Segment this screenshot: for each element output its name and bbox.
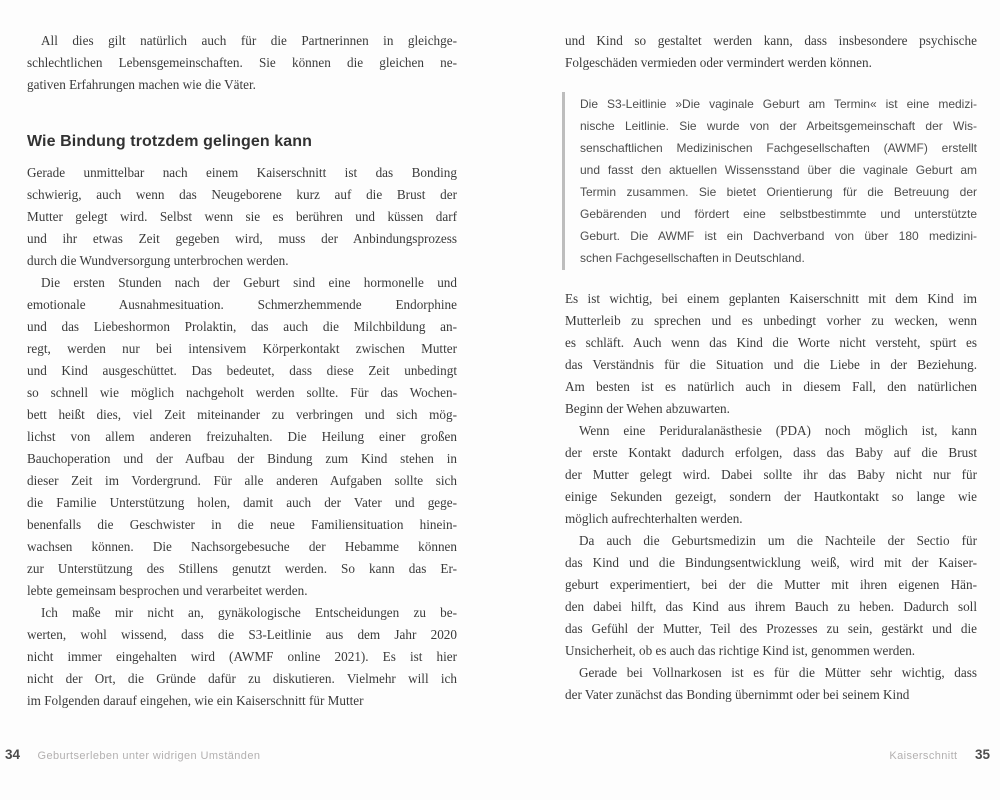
paragraph xyxy=(27,602,457,712)
text-line: Bauchoperation und der Aufbau der Bindung zum Kind stehen in xyxy=(27,451,457,466)
text-line: dieser Zeit im Vordergrund. Für alle anderen Aufgaben sollte sich xyxy=(27,473,457,488)
text-line: schen Fachgesellschaften in Deutschland. xyxy=(580,251,805,265)
text-line: Die S3-Leitlinie »Die vaginale Geburt am Termin« ist eine medizi- xyxy=(580,97,977,111)
page-number-right: 35 xyxy=(974,747,990,762)
text-line: Es ist wichtig, bei einem geplanten Kaiserschnitt mit dem Kind im xyxy=(565,291,977,306)
text-line: Gerade unmittelbar nach einem Kaiserschnitt ist das Bonding xyxy=(27,165,457,180)
paragraph xyxy=(565,420,977,530)
text-line: der Mutter gelegt wird. Dabei sollte ihr das Baby nicht nur für xyxy=(565,467,977,482)
paragraph xyxy=(27,30,457,96)
paragraph xyxy=(27,272,457,602)
text-line: der erste Kontakt dadurch erfolgen, dass das Baby auf die Brust xyxy=(565,445,977,460)
text-line: Termin zusammen. Sie bietet Orientierung für die Betreuung der xyxy=(580,185,977,199)
page-right xyxy=(565,0,977,706)
text-line: Folgeschäden vermieden oder vermindert werden können. xyxy=(565,55,872,70)
text-line: All dies gilt natürlich auch für die Partnerinnen in gleichge- xyxy=(41,33,457,48)
text-line: Gerade bei Vollnarkosen ist es für die Mütter sehr wichtig, dass xyxy=(579,665,977,680)
text-line: das Kind und die Bindungsentwicklung weiß, wird mit der Kaiser- xyxy=(565,555,977,570)
text-line: geburt experimentiert, bei der die Mutter mit ihren eigenen Hän- xyxy=(565,577,977,592)
text-line: so schnell wie möglich nachgeholt werden sollte. Für das Wochen- xyxy=(27,385,457,400)
text-line: Mutterleib zu sprechen und es unbedingt vorher zu wecken, wenn xyxy=(565,313,977,328)
text-line: Die ersten Stunden nach der Geburt sind eine hormonelle und xyxy=(41,275,457,290)
text-line: und das Liebeshormon Prolaktin, das auch die Milchbildung an- xyxy=(27,319,457,334)
text-line: und ihr etwas Zeit gegeben wird, muss der Anbindungsprozess xyxy=(27,231,457,246)
guideline-infobox xyxy=(562,92,977,270)
page-left xyxy=(27,0,457,712)
page-number-left: 34 xyxy=(5,747,21,762)
text-line: schwierig, auch wenn das Neugeborene kurz auf die Brust der xyxy=(27,187,457,202)
text-line: werten, wohl wissend, dass die S3-Leitlinie aus dem Jahr 2020 xyxy=(27,627,457,642)
text-line: lichst von allem anderen freizuhalten. Die Heilung einer großen xyxy=(27,429,457,444)
text-line: Gebärenden und fördert eine selbstbestimmte und unterstützte xyxy=(580,207,977,221)
text-line: das Gefühl der Mutter, Teil des Prozesses zu sein, gestärkt und die xyxy=(565,621,977,636)
text-line: es schläft. Auch wenn das Kind die Worte nicht versteht, spürt es xyxy=(565,335,977,350)
text-line: die Familie Unterstützung holen, damit auch der Vater und gege- xyxy=(27,495,457,510)
footer-right xyxy=(889,746,990,764)
paragraph xyxy=(565,662,977,706)
text-line: nische Leitlinie. Sie wurde von der Arbeitsgemeinschaft der Wis- xyxy=(580,119,977,133)
text-line: gativen Erfahrungen machen wie die Väter. xyxy=(27,77,256,92)
text-line: und Kind ausgeschüttet. Das bedeutet, dass diese Zeit unbedingt xyxy=(27,363,457,378)
text-line: Unsicherheit, ob es auch das richtige Kind ist, genommen werden. xyxy=(565,643,916,658)
paragraph xyxy=(565,530,977,662)
text-line: nicht der Ort, die Gründe dafür zu diskutieren. Vielmehr will ich xyxy=(27,671,457,686)
text-line: im Folgenden darauf eingehen, wie ein Kaiserschnitt für Mutter xyxy=(27,693,364,708)
text-line: Beginn der Wehen abzuwarten. xyxy=(565,401,730,416)
text-line: senschaftlichen Medizinischen Fachgesellschaften (AWMF) erstellt xyxy=(580,141,977,155)
text-line: emotionale Ausnahmesituation. Schmerzhemmende Endorphine xyxy=(27,297,457,312)
text-line: bett heißt dies, viel Zeit miteinander zu verbringen und sich mög- xyxy=(27,407,457,422)
text-line: lebte gemeinsam besprochen und verarbeitet werden. xyxy=(27,583,308,598)
footer-left xyxy=(5,746,260,764)
text-line: und fasst den aktuellen Wissensstand über die vaginale Geburt am xyxy=(580,163,977,177)
text-line: wachsen können. Die Nachsorgebesuche der Hebamme können xyxy=(27,539,457,554)
text-line: den dabei hilft, das Kind aus ihrem Bauch zu heben. Dadurch soll xyxy=(565,599,977,614)
paragraph xyxy=(565,30,977,74)
text-line: Ich maße mir nicht an, gynäkologische Entscheidungen zu be- xyxy=(41,605,457,620)
text-line: Am besten ist es natürlich auch in diesem Fall, den natürlichen xyxy=(565,379,977,394)
text-line: das Verständnis für die Situation und die Liebe in der Beziehung. xyxy=(565,357,977,372)
text-line: zur Unterstützung des Stillens genutzt werden. So kann das Er- xyxy=(27,561,457,576)
text-line: durch die Wundversorgung unterbrochen werden. xyxy=(27,253,289,268)
running-footer-left: Geburtserleben unter widrigen Umständen xyxy=(37,750,261,762)
paragraph xyxy=(27,162,457,272)
running-footer-right: Kaiserschnitt xyxy=(889,750,958,762)
paragraph xyxy=(565,288,977,420)
text-line: benenfalls die Geschwister in die neue Familiensituation hinein- xyxy=(27,517,457,532)
page-left-body xyxy=(27,0,457,712)
page-right-body xyxy=(565,0,977,706)
text-line: Wenn eine Periduralanästhesie (PDA) noch möglich ist, kann xyxy=(579,423,977,438)
section-heading: Wie Bindung trotzdem gelingen kann xyxy=(27,133,313,150)
text-line: Mutter gelegt wird. Selbst wenn sie es berühren und küssen darf xyxy=(27,209,457,224)
text-line: regt, werden nur bei intensivem Körperkontakt zwischen Mutter xyxy=(27,341,457,356)
text-line: Geburt. Die AWMF ist ein Dachverband von über 180 medizini- xyxy=(580,229,977,243)
text-line: schlechtlichen Lebensgemeinschaften. Sie können die gleichen ne- xyxy=(27,55,457,70)
text-line: einige Sekunden gezeigt, sondern der Hautkontakt so lange wie xyxy=(565,489,977,504)
text-line: nicht immer eingehalten wird (AWMF online 2021). Es ist hier xyxy=(27,649,457,664)
text-line: Da auch die Geburtsmedizin um die Nachteile der Sectio für xyxy=(579,533,977,548)
text-line: und Kind so gestaltet werden kann, dass insbesondere psychische xyxy=(565,33,977,48)
text-line: der Vater zunächst das Bonding übernimmt oder bei seinem Kind xyxy=(565,687,910,702)
text-line: möglich aufrechterhalten werden. xyxy=(565,511,743,526)
